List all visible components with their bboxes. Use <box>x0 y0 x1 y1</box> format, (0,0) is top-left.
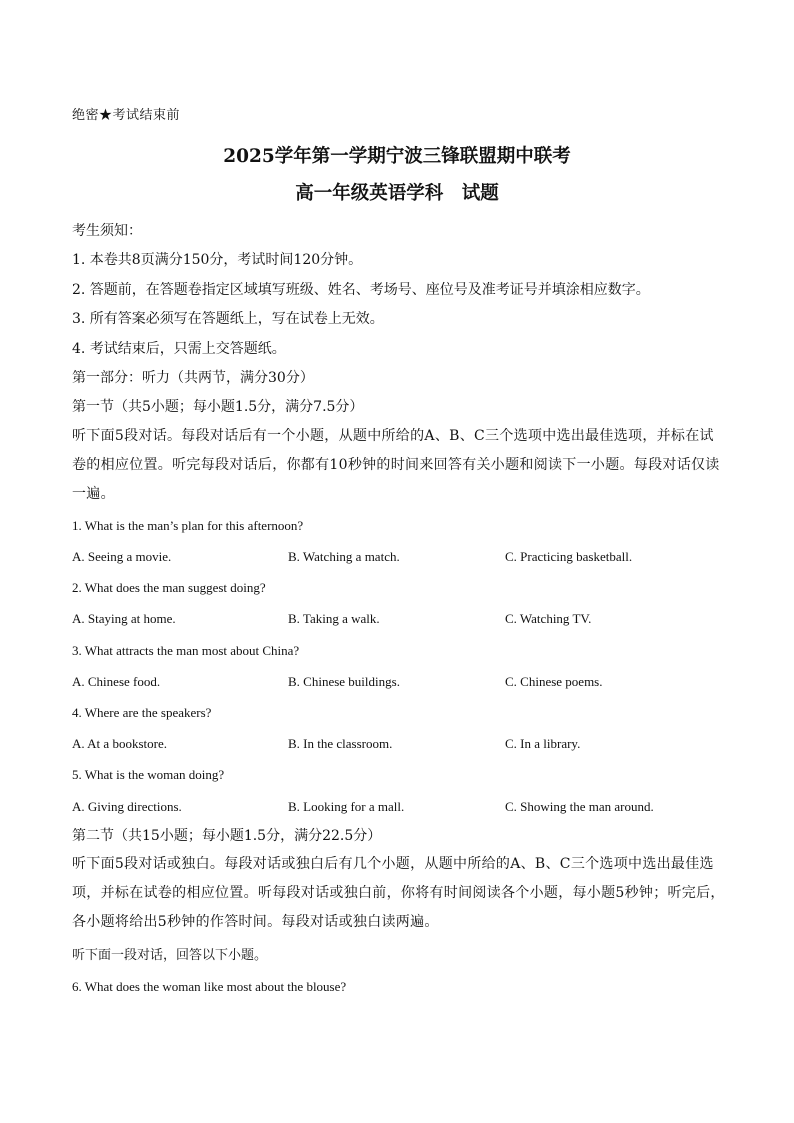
notice-item: 1. 本卷共8页满分150分，考试时间120分钟。 <box>72 252 363 268</box>
notice-item: 4. 考试结束后，只需上交答题纸。 <box>72 341 286 357</box>
question-3: 3. What attracts the man most about China? <box>72 643 300 658</box>
option-5c: C. Showing the man around. <box>505 799 654 814</box>
option-2a: A. Staying at home. <box>72 611 176 626</box>
section2-heading: 第二节（共15小题；每小题1.5分，满分22.5分） <box>72 828 382 844</box>
question-2: 2. What does the man suggest doing? <box>72 580 266 595</box>
exam-title: 2025学年第一学期宁波三锋联盟期中联考 <box>223 146 571 167</box>
option-4a: A. At a bookstore. <box>72 736 167 751</box>
question-4: 4. Where are the speakers? <box>72 705 212 720</box>
option-3a: A. Chinese food. <box>72 674 161 689</box>
part1-heading: 第一部分：听力（共两节，满分30分） <box>72 370 314 386</box>
option-3b: B. Chinese buildings. <box>288 674 400 689</box>
question-5: 5. What is the woman doing? <box>72 767 225 782</box>
question-1: 1. What is the man’s plan for this afternoon? <box>72 518 304 533</box>
secret-label: 绝密★考试结束前 <box>72 108 181 123</box>
option-4b: B. In the classroom. <box>288 736 393 751</box>
section1-heading: 第一节（共5小题；每小题1.5分，满分7.5分） <box>72 399 364 415</box>
option-4c: C. In a library. <box>505 736 581 751</box>
option-2b: B. Taking a walk. <box>288 611 380 626</box>
notice-item: 2. 答题前，在答题卷指定区域填写班级、姓名、考场号、座位号及准考证号并填涂相应数字。 <box>72 282 650 298</box>
option-5b: B. Looking for a mall. <box>288 799 405 814</box>
option-2c: C. Watching TV. <box>505 611 592 626</box>
option-3c: C. Chinese poems. <box>505 674 603 689</box>
option-1b: B. Watching a match. <box>288 549 400 564</box>
section1-instructions: 听下面5段对话。每段对话后有一个小题，从题中所给的A、B、C三个选项中选出最佳选项，并标在试卷的相应位置。听完每段对话后，你都有10秒钟的时间来回答有关小题和阅读下一小题。每段对话仅读一遍。 <box>72 428 720 502</box>
option-5a: A. Giving directions. <box>72 799 182 814</box>
option-1c: C. Practicing basketball. <box>505 549 633 564</box>
option-1a: A. Seeing a movie. <box>72 549 172 564</box>
notice-item: 3. 所有答案必须写在答题纸上，写在试卷上无效。 <box>72 311 384 327</box>
exam-subtitle: 高一年级英语学科 试题 <box>295 183 499 204</box>
section2-instructions: 听下面5段对话或独白。每段对话或独白后有几个小题，从题中所给的A、B、C三个选项中选出最佳选项，并标在试卷的相应位置。听每段对话或独白前，你将有时间阅读各个小题，每小题5秒钟；听完后，各小题将给出5秒钟的作答时间。每段对话或独白读两遍。 <box>72 856 725 930</box>
question-6: 6. What does the woman like most about the blouse? <box>72 979 347 994</box>
dialogue-lead: 听下面一段对话，回答以下小题。 <box>72 948 268 963</box>
notice-heading: 考生须知： <box>72 223 142 239</box>
